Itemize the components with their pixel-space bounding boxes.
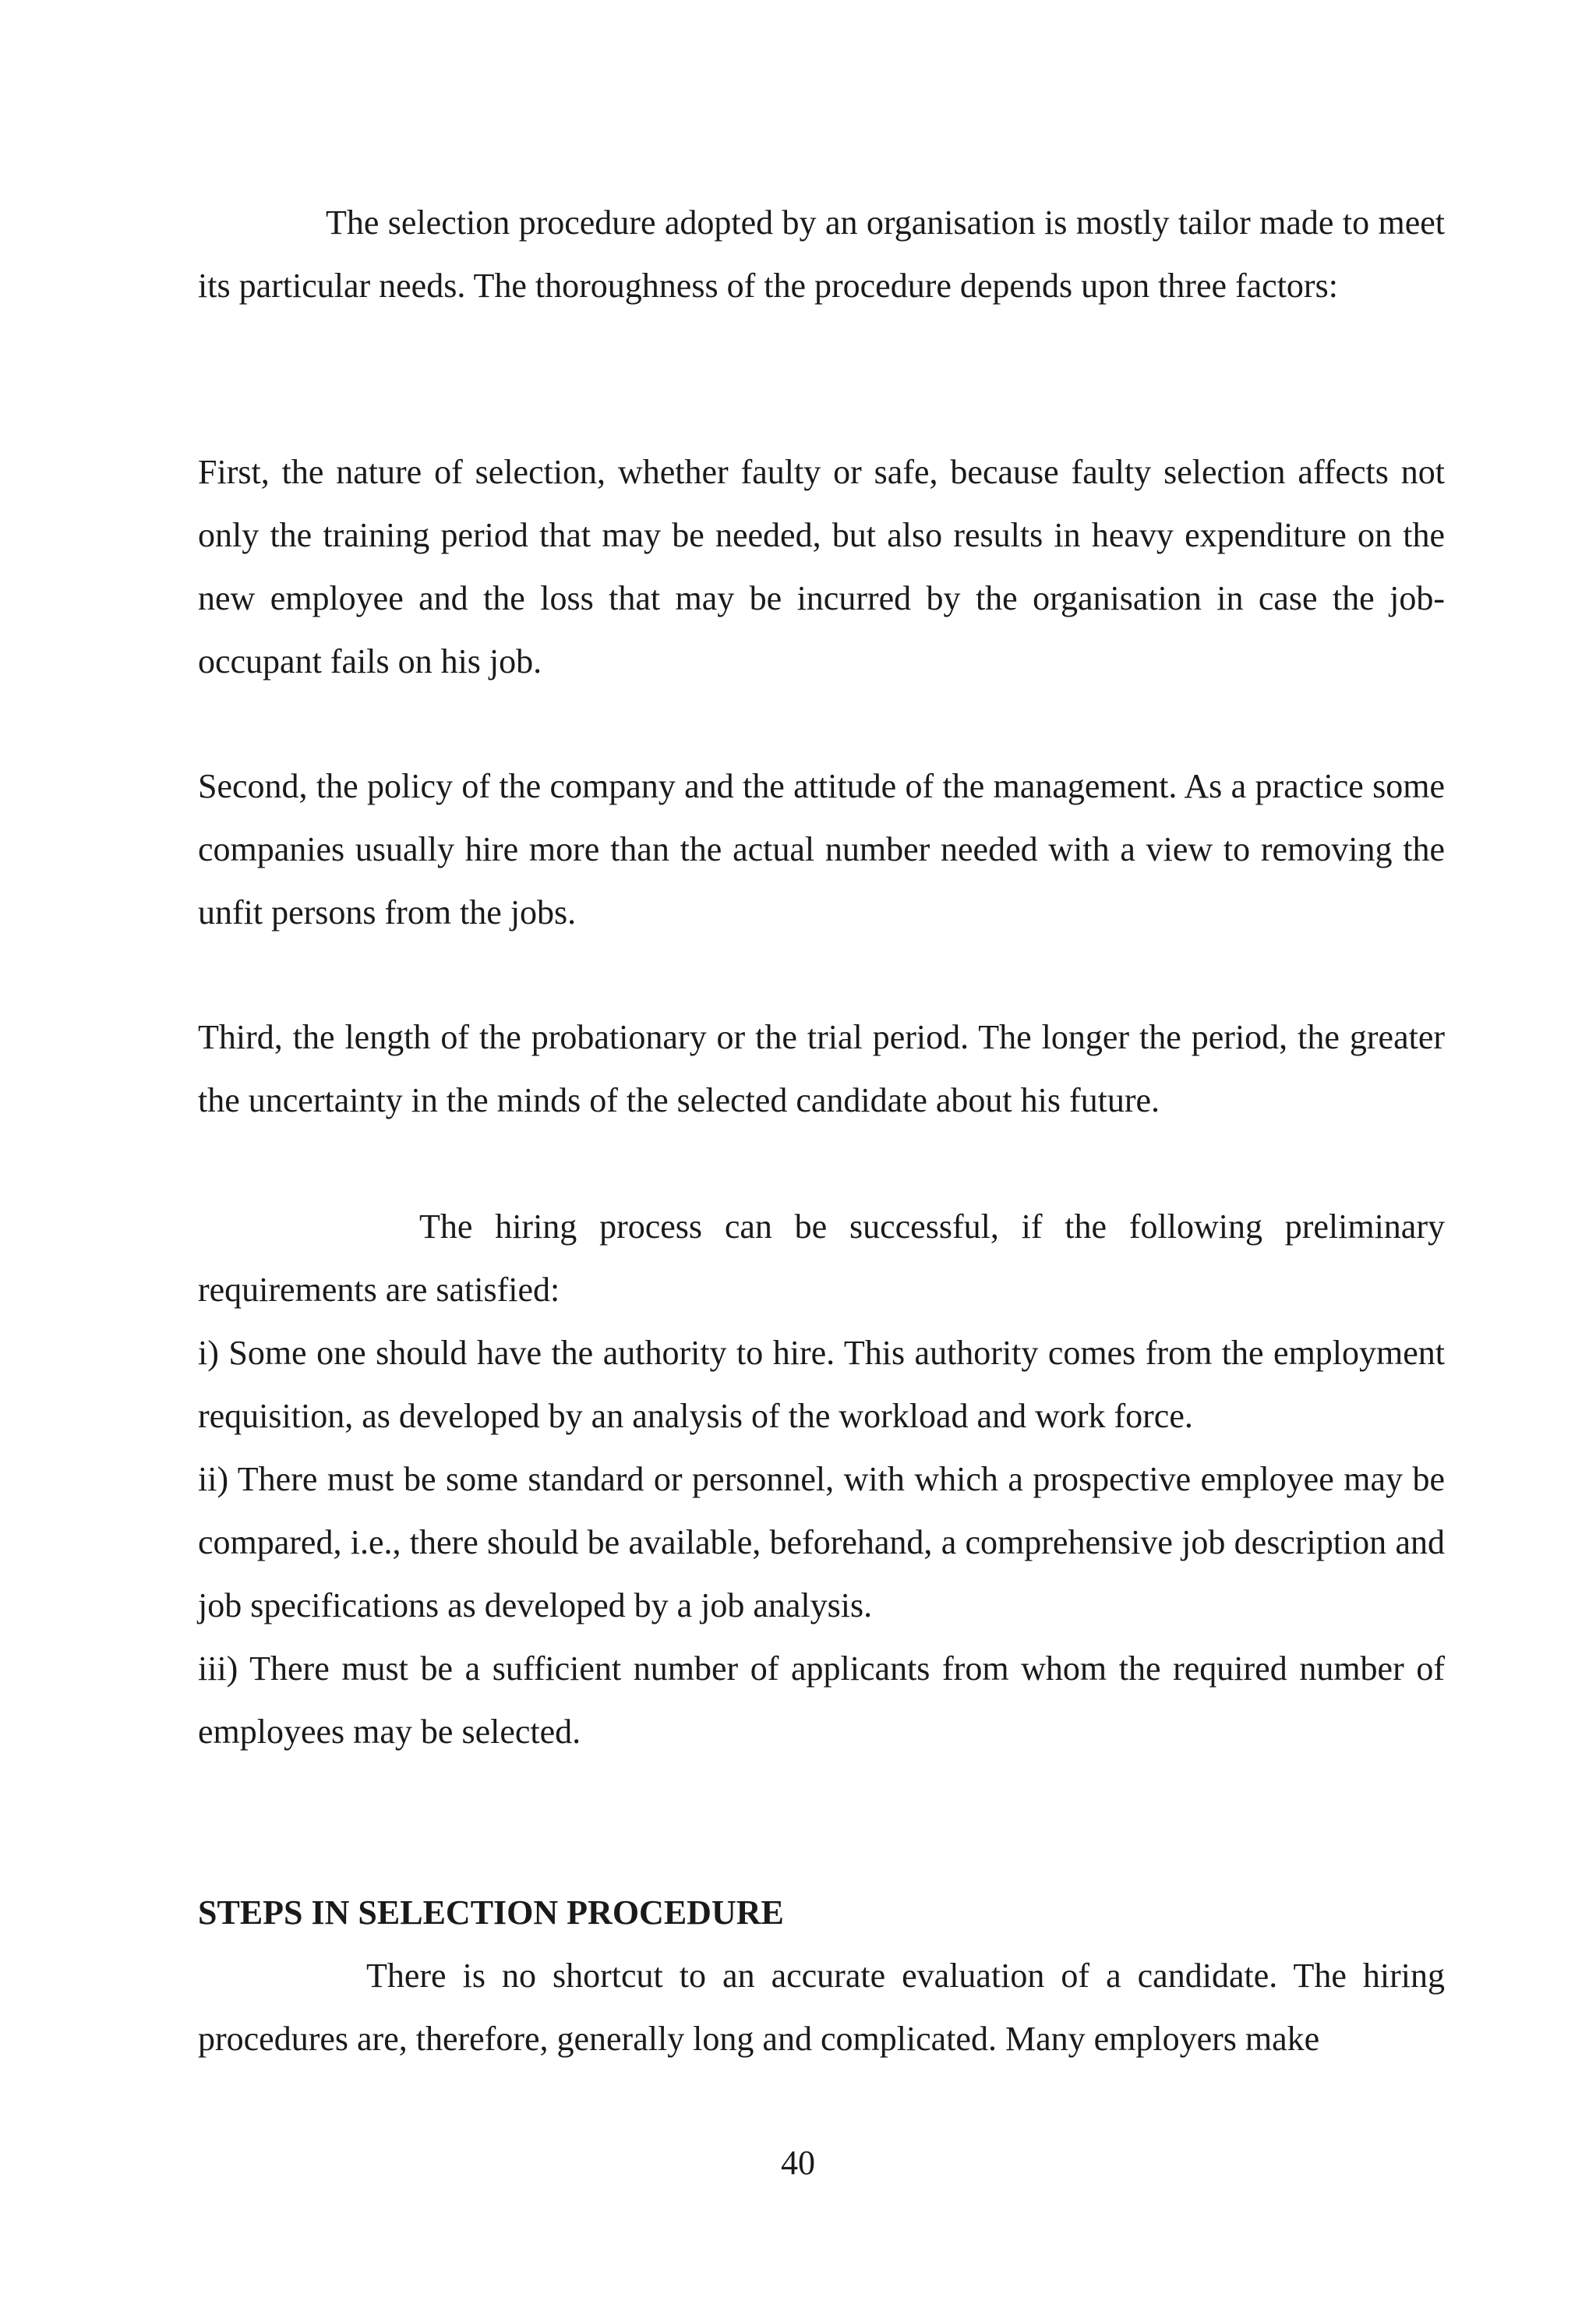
paragraph-steps: There is no shortcut to an accurate evaluation of a candidate. The hiring procedures are, therefore, generally long and complicated. Many employers make [198,1957,1445,2058]
section-heading: STEPS IN SELECTION PROCEDURE [198,1893,784,1932]
page-number: 40 [781,2144,815,2182]
requirement-item: iii) There must be a sufficient number of applicants from whom the required number of employees may be selected. [198,1649,1445,1751]
requirements-list [198,1321,1445,1763]
paragraph-hiring-process: The hiring process can be successful, if the following preliminary requirements are satisfied: [198,1207,1445,1309]
paragraph-intro: The selection procedure adopted by an organisation is mostly tailor made to meet its particular needs. The thoroughness of the procedure depends upon three factors: [198,203,1445,305]
paragraph-third-factor: Third, the length of the probationary or the trial period. The longer the period, the greater the uncertainty in the minds of the selected candidate about his future. [198,1018,1445,1119]
requirement-item: ii) There must be some standard or personnel, with which a prospective employee may be compared, i.e., there should be available, beforehand, a comprehensive job description and job specifications as developed by a job analysis. [198,1460,1445,1624]
paragraph-first-factor: First, the nature of selection, whether faulty or safe, because faulty selection affects not only the training period that may be needed, but also results in heavy expenditure on the new employee and the loss that may be incurred by the organisation in case the job-occupant fails on his job. [198,453,1445,681]
requirement-item: i) Some one should have the authority to hire. This authority comes from the employment requisition, as developed by an analysis of the workload and work force. [198,1334,1445,1435]
paragraph-second-factor: Second, the policy of the company and the attitude of the management. As a practice some companies usually hire more than the actual number needed with a view to removing the unfit persons from the jobs. [198,767,1445,932]
